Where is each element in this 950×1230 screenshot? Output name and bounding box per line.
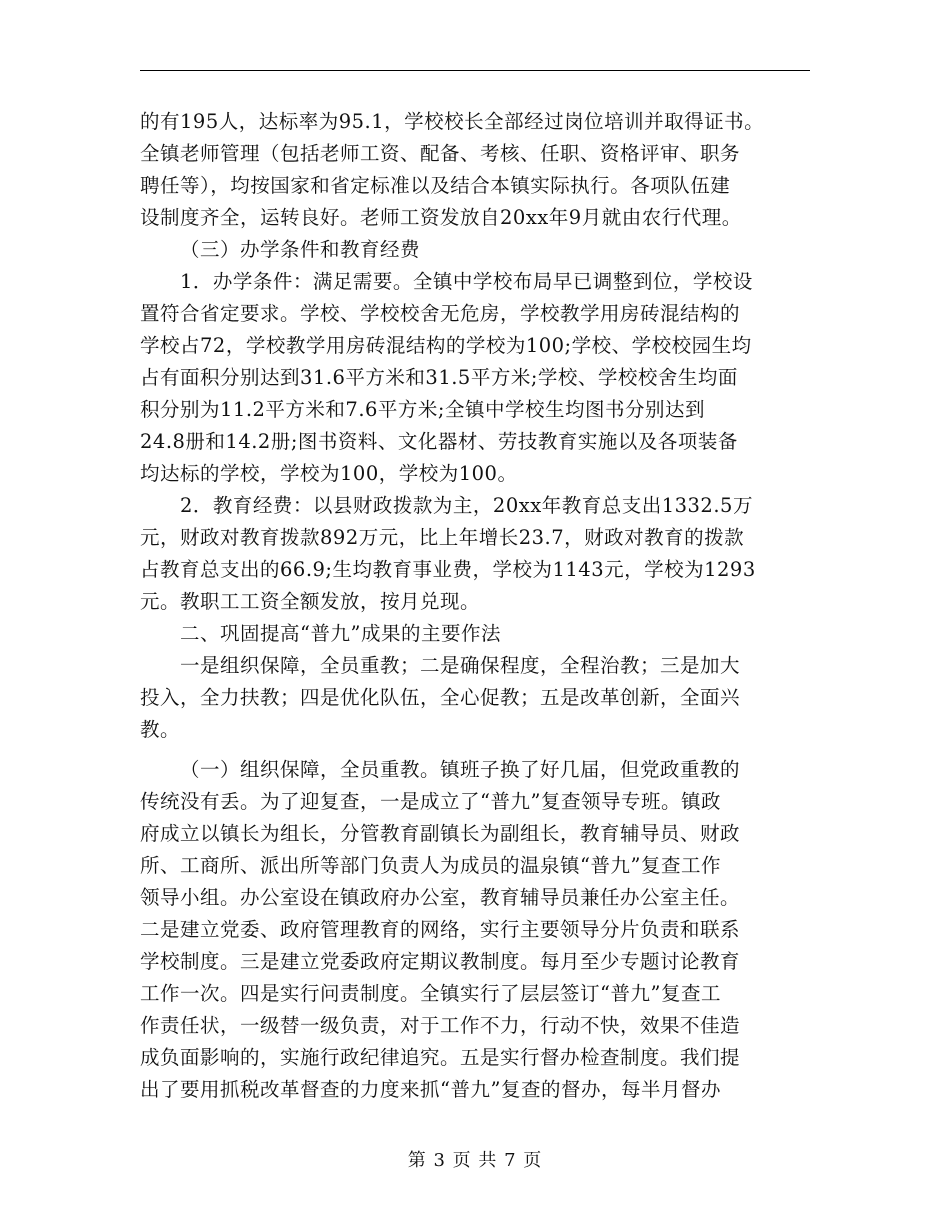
page-number-footer: 第 3 页 共 7 页 — [407, 1150, 543, 1171]
text-line: 置符合省定要求。学校、学校校舍无危房，学校教学用房砖混结构的 — [140, 302, 741, 325]
text-line: 二是建立党委、政府管理教育的网络，实行主要领导分片负责和联系 — [140, 918, 741, 941]
section-heading: 二、巩固提高“普九”成果的主要作法 — [180, 622, 501, 645]
text-line: 设制度齐全，运转良好。老师工资发放自20xx年9月就由农行代理。 — [140, 206, 742, 229]
text-line: 领导小组。办公室设在镇政府办公室，教育辅导员兼任办公室主任。 — [140, 886, 741, 909]
text-line: 聘任等），均按国家和省定标准以及结合本镇实际执行。各项队伍建 — [140, 174, 731, 197]
text-line: 所、工商所、派出所等部门负责人为成员的温泉镇“普九”复查工作 — [140, 854, 721, 877]
text-line: 元。教职工工资全额发放，按月兑现。 — [140, 590, 481, 613]
text-line: 学校占72，学校教学用房砖混结构的学校为100;学校、学校校园生均 — [140, 334, 752, 357]
text-line: 投入，全力扶教；四是优化队伍，全心促教；五是改革创新，全面兴 — [140, 686, 741, 709]
text-line: 占有面积分别达到31.6平方米和31.5平方米;学校、学校校舍生均面 — [140, 366, 738, 389]
text-line: 1．办学条件：满足需要。全镇中学校布局早已调整到位，学校设 — [180, 270, 753, 293]
text-line: 2．教育经费：以县财政拨款为主，20xx年教育总支出1332.5万 — [180, 494, 753, 517]
header-rule — [140, 70, 810, 71]
text-line: 均达标的学校，学校为100，学校为100。 — [140, 462, 518, 485]
text-line: 作责任状，一级替一级负责，对于工作不力，行动不快，效果不佳造 — [140, 1014, 741, 1037]
text-line: 全镇老师管理（包括老师工资、配备、考核、任职、资格评审、职务 — [140, 142, 741, 165]
text-line: 元，财政对教育拨款892万元，比上年增长23.7，财政对教育的拨款 — [140, 526, 745, 549]
text-line: 教。 — [140, 718, 181, 741]
text-line: 24.8册和14.2册;图书资料、文化器材、劳技教育实施以及各项装备 — [140, 430, 738, 453]
text-line: 出了要用抓税改革督查的力度来抓“普九”复查的督办，每半月督办 — [140, 1078, 721, 1101]
text-line: 一是组织保障，全员重教；二是确保程度，全程治教；三是加大 — [180, 654, 741, 677]
text-line: 的有195人，达标率为95.1，学校校长全部经过岗位培训并取得证书。 — [140, 110, 765, 133]
text-line: （一）组织保障，全员重教。镇班子换了好几届，但党政重教的 — [180, 758, 741, 781]
text-line: 成负面影响的，实施行政纪律追究。五是实行督办检查制度。我们提 — [140, 1046, 741, 1069]
document-body — [140, 106, 810, 1106]
text-line: 传统没有丢。为了迎复查，一是成立了“普九”复查领导专班。镇政 — [140, 790, 721, 813]
text-line: 府成立以镇长为组长，分管教育副镇长为副组长，教育辅导员、财政 — [140, 822, 741, 845]
section-heading: （三）办学条件和教育经费 — [180, 238, 421, 261]
text-line: 占教育总支出的66.9;生均教育事业费，学校为1143元，学校为1293 — [140, 558, 756, 581]
text-line: 工作一次。四是实行问责制度。全镇实行了层层签订“普九”复查工 — [140, 982, 721, 1005]
text-line: 积分别为11.2平方米和7.6平方米;全镇中学校生均图书分别达到 — [140, 398, 705, 421]
text-line: 学校制度。三是建立党委政府定期议教制度。每月至少专题讨论教育 — [140, 950, 741, 973]
